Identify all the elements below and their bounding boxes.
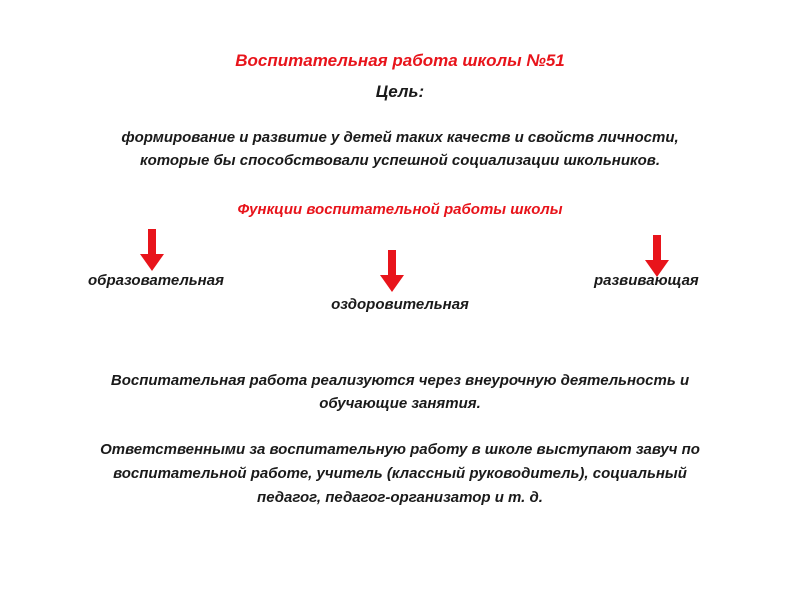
function-educational: образовательная — [88, 272, 224, 289]
goal-text-line: формирование и развитие у детей таких качеств и свойств личности, — [121, 129, 679, 146]
function-health: оздоровительная — [331, 296, 469, 313]
responsible-line: воспитательной работе, учитель (классный руководитель), социальный — [113, 465, 687, 482]
responsible-line: Ответственными за воспитательную работу в школе выступают завуч по — [100, 441, 700, 458]
implementation-text — [0, 369, 800, 415]
functions-title: Функции воспитательной работы школы — [237, 201, 563, 218]
implementation-line: обучающие занятия. — [319, 395, 481, 412]
goal-label: Цель: — [375, 82, 425, 101]
down-arrow-icon — [645, 235, 669, 277]
implementation-line: Воспитательная работа реализуются через внеурочную деятельность и — [110, 372, 690, 389]
responsible-text — [0, 438, 800, 510]
function-developmental: развивающая — [594, 272, 699, 289]
slide-title: Воспитательная работа школы №51 — [235, 51, 565, 70]
goal-text — [0, 126, 800, 172]
down-arrow-icon — [140, 229, 164, 271]
responsible-line: педагог, педагог-организатор и т. д. — [257, 489, 543, 506]
down-arrow-icon — [380, 250, 404, 292]
goal-text-line: которые бы способствовали успешной социализации школьников. — [139, 152, 661, 169]
